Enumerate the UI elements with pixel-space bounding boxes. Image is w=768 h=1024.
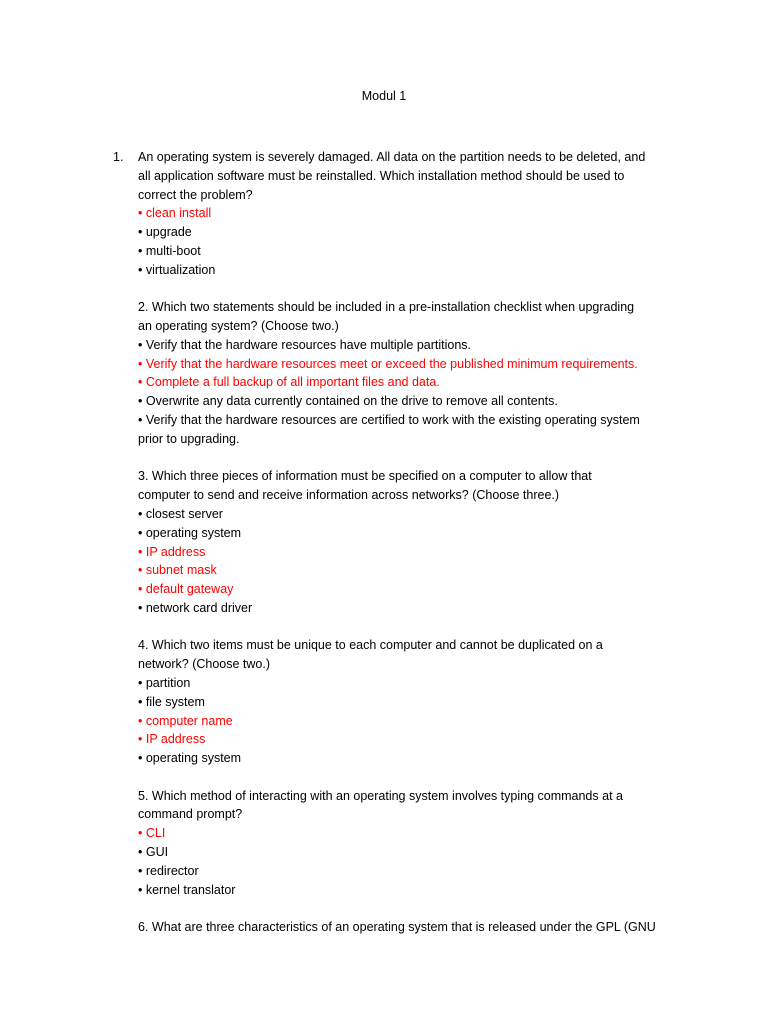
- question-text: all application software must be reinstalled. Which installation method should be used to: [138, 168, 625, 183]
- question-6: [138, 918, 683, 937]
- answer-option: • file system: [138, 694, 205, 709]
- answer-option: • Verify that the hardware resources have multiple partitions.: [138, 337, 472, 352]
- answer-option-correct: • subnet mask: [138, 563, 217, 578]
- answer-option-correct: • computer name: [138, 713, 233, 728]
- answer-option-correct: • default gateway: [138, 582, 234, 597]
- question-text: 3. Which three pieces of information must be specified on a computer to allow that: [138, 469, 592, 484]
- answer-option: • multi-boot: [138, 243, 201, 258]
- question-text: command prompt?: [138, 807, 243, 822]
- question-list: [113, 148, 683, 937]
- question-text: correct the problem?: [138, 187, 253, 202]
- answer-option: • operating system: [138, 751, 242, 766]
- question-text: an operating system? (Choose two.): [138, 319, 339, 334]
- answer-option: • virtualization: [138, 262, 216, 277]
- answer-option: • Overwrite any data currently contained on the drive to remove all contents.: [138, 394, 558, 409]
- answer-option-correct: • IP address: [138, 732, 206, 747]
- answer-option: • Verify that the hardware resources are certified to work with the existing operating system: [138, 413, 640, 428]
- answer-option-correct: • Verify that the hardware resources meet or exceed the published minimum requirements.: [138, 356, 638, 371]
- question-5: [138, 787, 683, 900]
- page-title: Modul 1: [361, 89, 407, 103]
- question-2: [138, 298, 683, 448]
- question-text: network? (Choose two.): [138, 657, 271, 672]
- answer-option: • GUI: [138, 845, 169, 860]
- question-4: [138, 636, 683, 768]
- answer-option-continuation: prior to upgrading.: [138, 431, 240, 446]
- answer-option: • kernel translator: [138, 882, 236, 897]
- answer-option: • partition: [138, 675, 191, 690]
- answer-option: • operating system: [138, 525, 242, 540]
- answer-option: • network card driver: [138, 600, 253, 615]
- question-text: An operating system is severely damaged. All data on the partition needs to be deleted, and: [138, 150, 646, 164]
- question-number: 1.: [113, 150, 124, 164]
- question-text: 4. Which two items must be unique to each computer and cannot be duplicated on a: [138, 638, 603, 653]
- question-1: [113, 148, 683, 280]
- question-text: computer to send and receive information across networks? (Choose three.): [138, 488, 560, 503]
- answer-option: • upgrade: [138, 225, 192, 240]
- answer-option: • redirector: [138, 863, 199, 878]
- question-text: 6. What are three characteristics of an operating system that is released under the GPL (GNU: [138, 920, 656, 935]
- answer-option-correct: • clean install: [138, 206, 212, 221]
- question-text: 5. Which method of interacting with an operating system involves typing commands at a: [138, 788, 623, 803]
- question-text: 2. Which two statements should be included in a pre-installation checklist when upgrading: [138, 300, 635, 315]
- answer-option: • closest server: [138, 506, 223, 521]
- answer-option-correct: • CLI: [138, 826, 166, 841]
- answer-option-correct: • IP address: [138, 544, 206, 559]
- question-3: [138, 467, 683, 617]
- answer-option-correct: • Complete a full backup of all important files and data.: [138, 375, 440, 390]
